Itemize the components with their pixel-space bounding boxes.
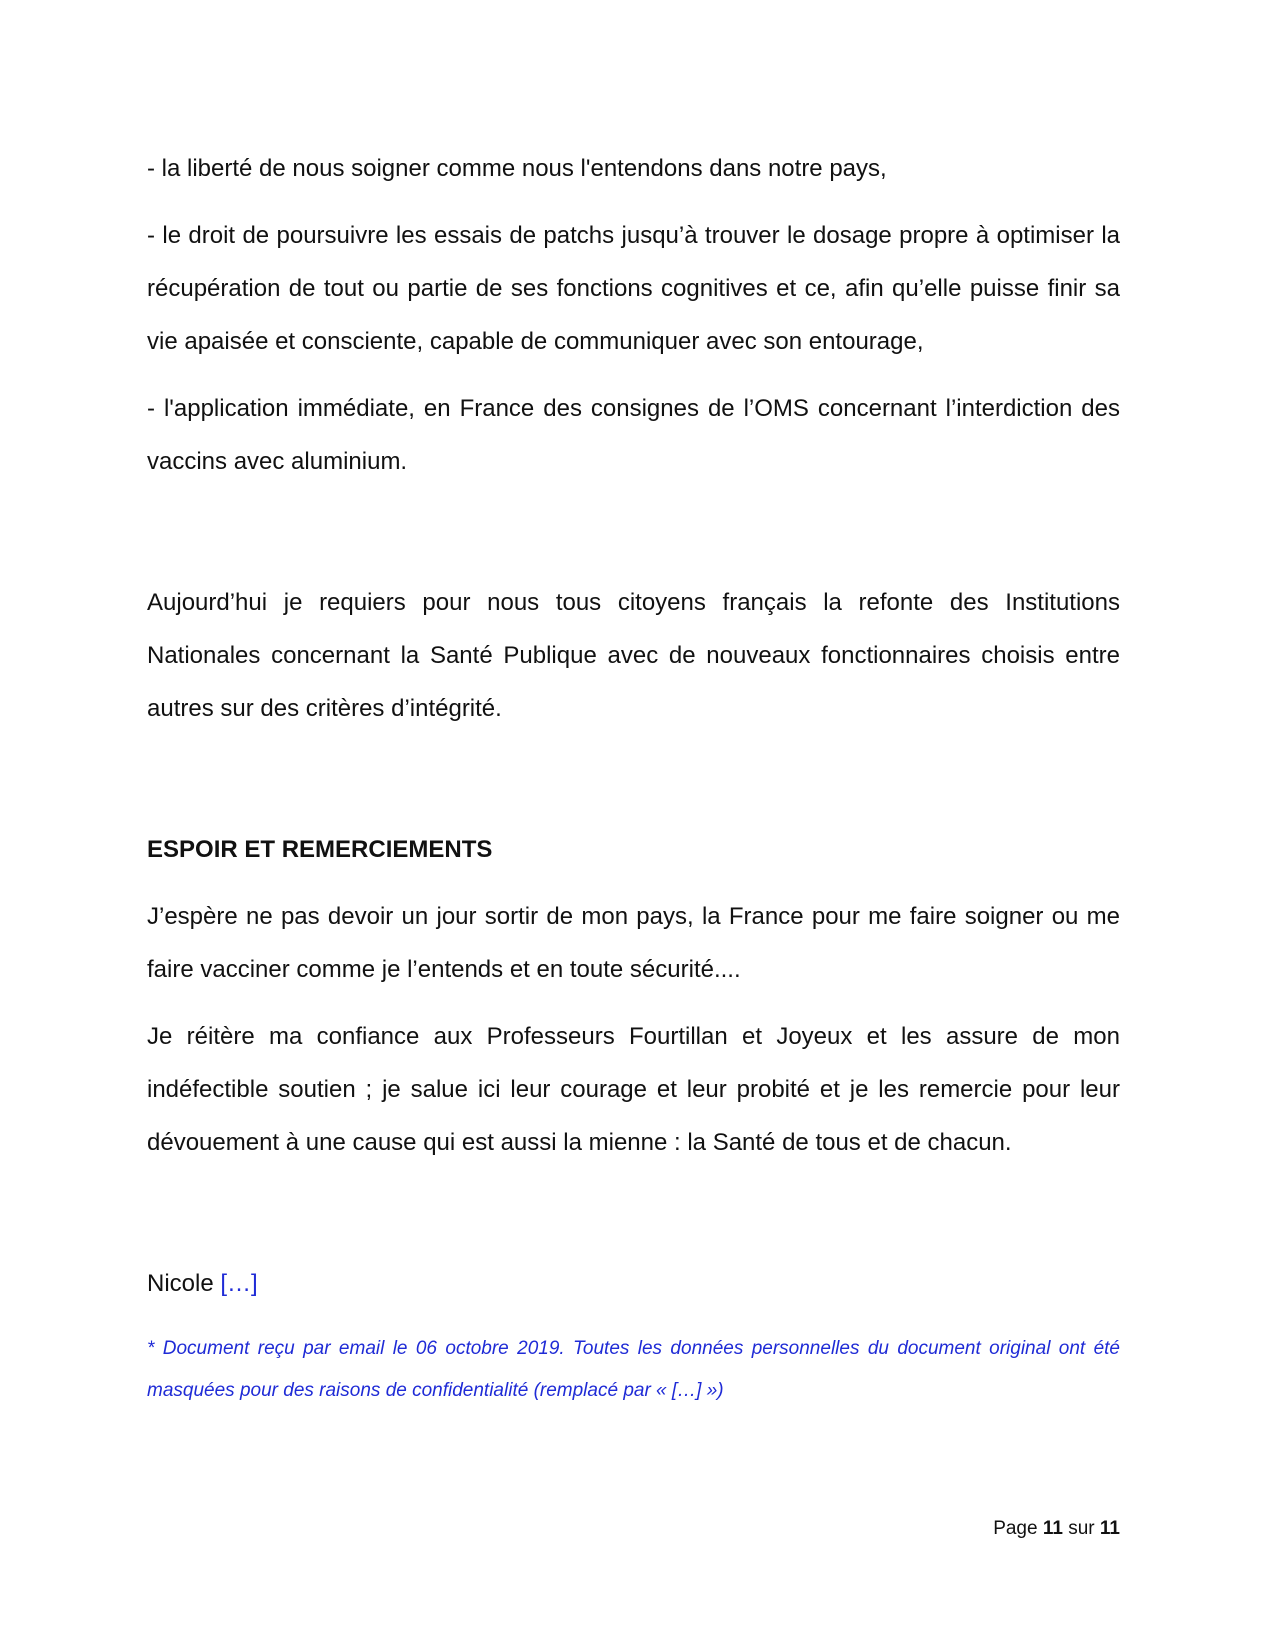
paragraph-aluminium-vaccines: - l'application immédiate, en France des consignes de l’OMS concernant l’interdiction des vaccins avec aluminium. xyxy=(147,395,1120,475)
document-body xyxy=(147,142,1120,1412)
signature-name: Nicole xyxy=(147,1270,214,1297)
paragraph-hope: J’espère ne pas devoir un jour sortir de mon pays, la France pour me faire soigner ou me faire vacciner comme je l’entends et en toute sécurité.... xyxy=(147,903,1120,983)
section-heading: ESPOIR ET REMERCIEMENTS xyxy=(147,836,493,863)
current-page: 11 xyxy=(1042,1518,1063,1539)
page-prefix: Page xyxy=(993,1518,1038,1539)
paragraph-freedom-of-care: - la liberté de nous soigner comme nous l'entendons dans notre pays, xyxy=(147,155,887,182)
paragraph-patch-trials: - le droit de poursuivre les essais de patchs jusqu’à trouver le dosage propre à optimiser la récupération de tout ou partie de ses fonctions cognitives et ce, afin qu’elle puisse finir sa vie apaisée et consciente, capable de communiquer avec son entourage, xyxy=(147,222,1120,355)
signature xyxy=(147,1257,1120,1310)
page-number xyxy=(993,1517,1120,1541)
paragraph-thanks: Je réitère ma confiance aux Professeurs Fourtillan et Joyeux et les assure de mon indéfectible soutien ; je salue ici leur courage et leur probité et je les remercie pour leur dévouement à une cause qui est aussi la mienne : la Santé de tous et de chacun. xyxy=(147,1023,1120,1156)
signature-masked: […] xyxy=(220,1270,258,1297)
paragraph-institutions-reform: Aujourd’hui je requiers pour nous tous citoyens français la refonte des Institutions Nationales concernant la Santé Publique avec de nouveaux fonctionnaires choisis entre autres sur des critères d’intégrité. xyxy=(147,589,1120,722)
footnote: * Document reçu par email le 06 octobre 2019. Toutes les données personnelles du document original ont été masquées pour des raisons de confidentialité (remplacé par « […] ») xyxy=(147,1338,1120,1401)
page-separator: sur xyxy=(1068,1518,1095,1539)
total-pages: 11 xyxy=(1099,1518,1120,1539)
